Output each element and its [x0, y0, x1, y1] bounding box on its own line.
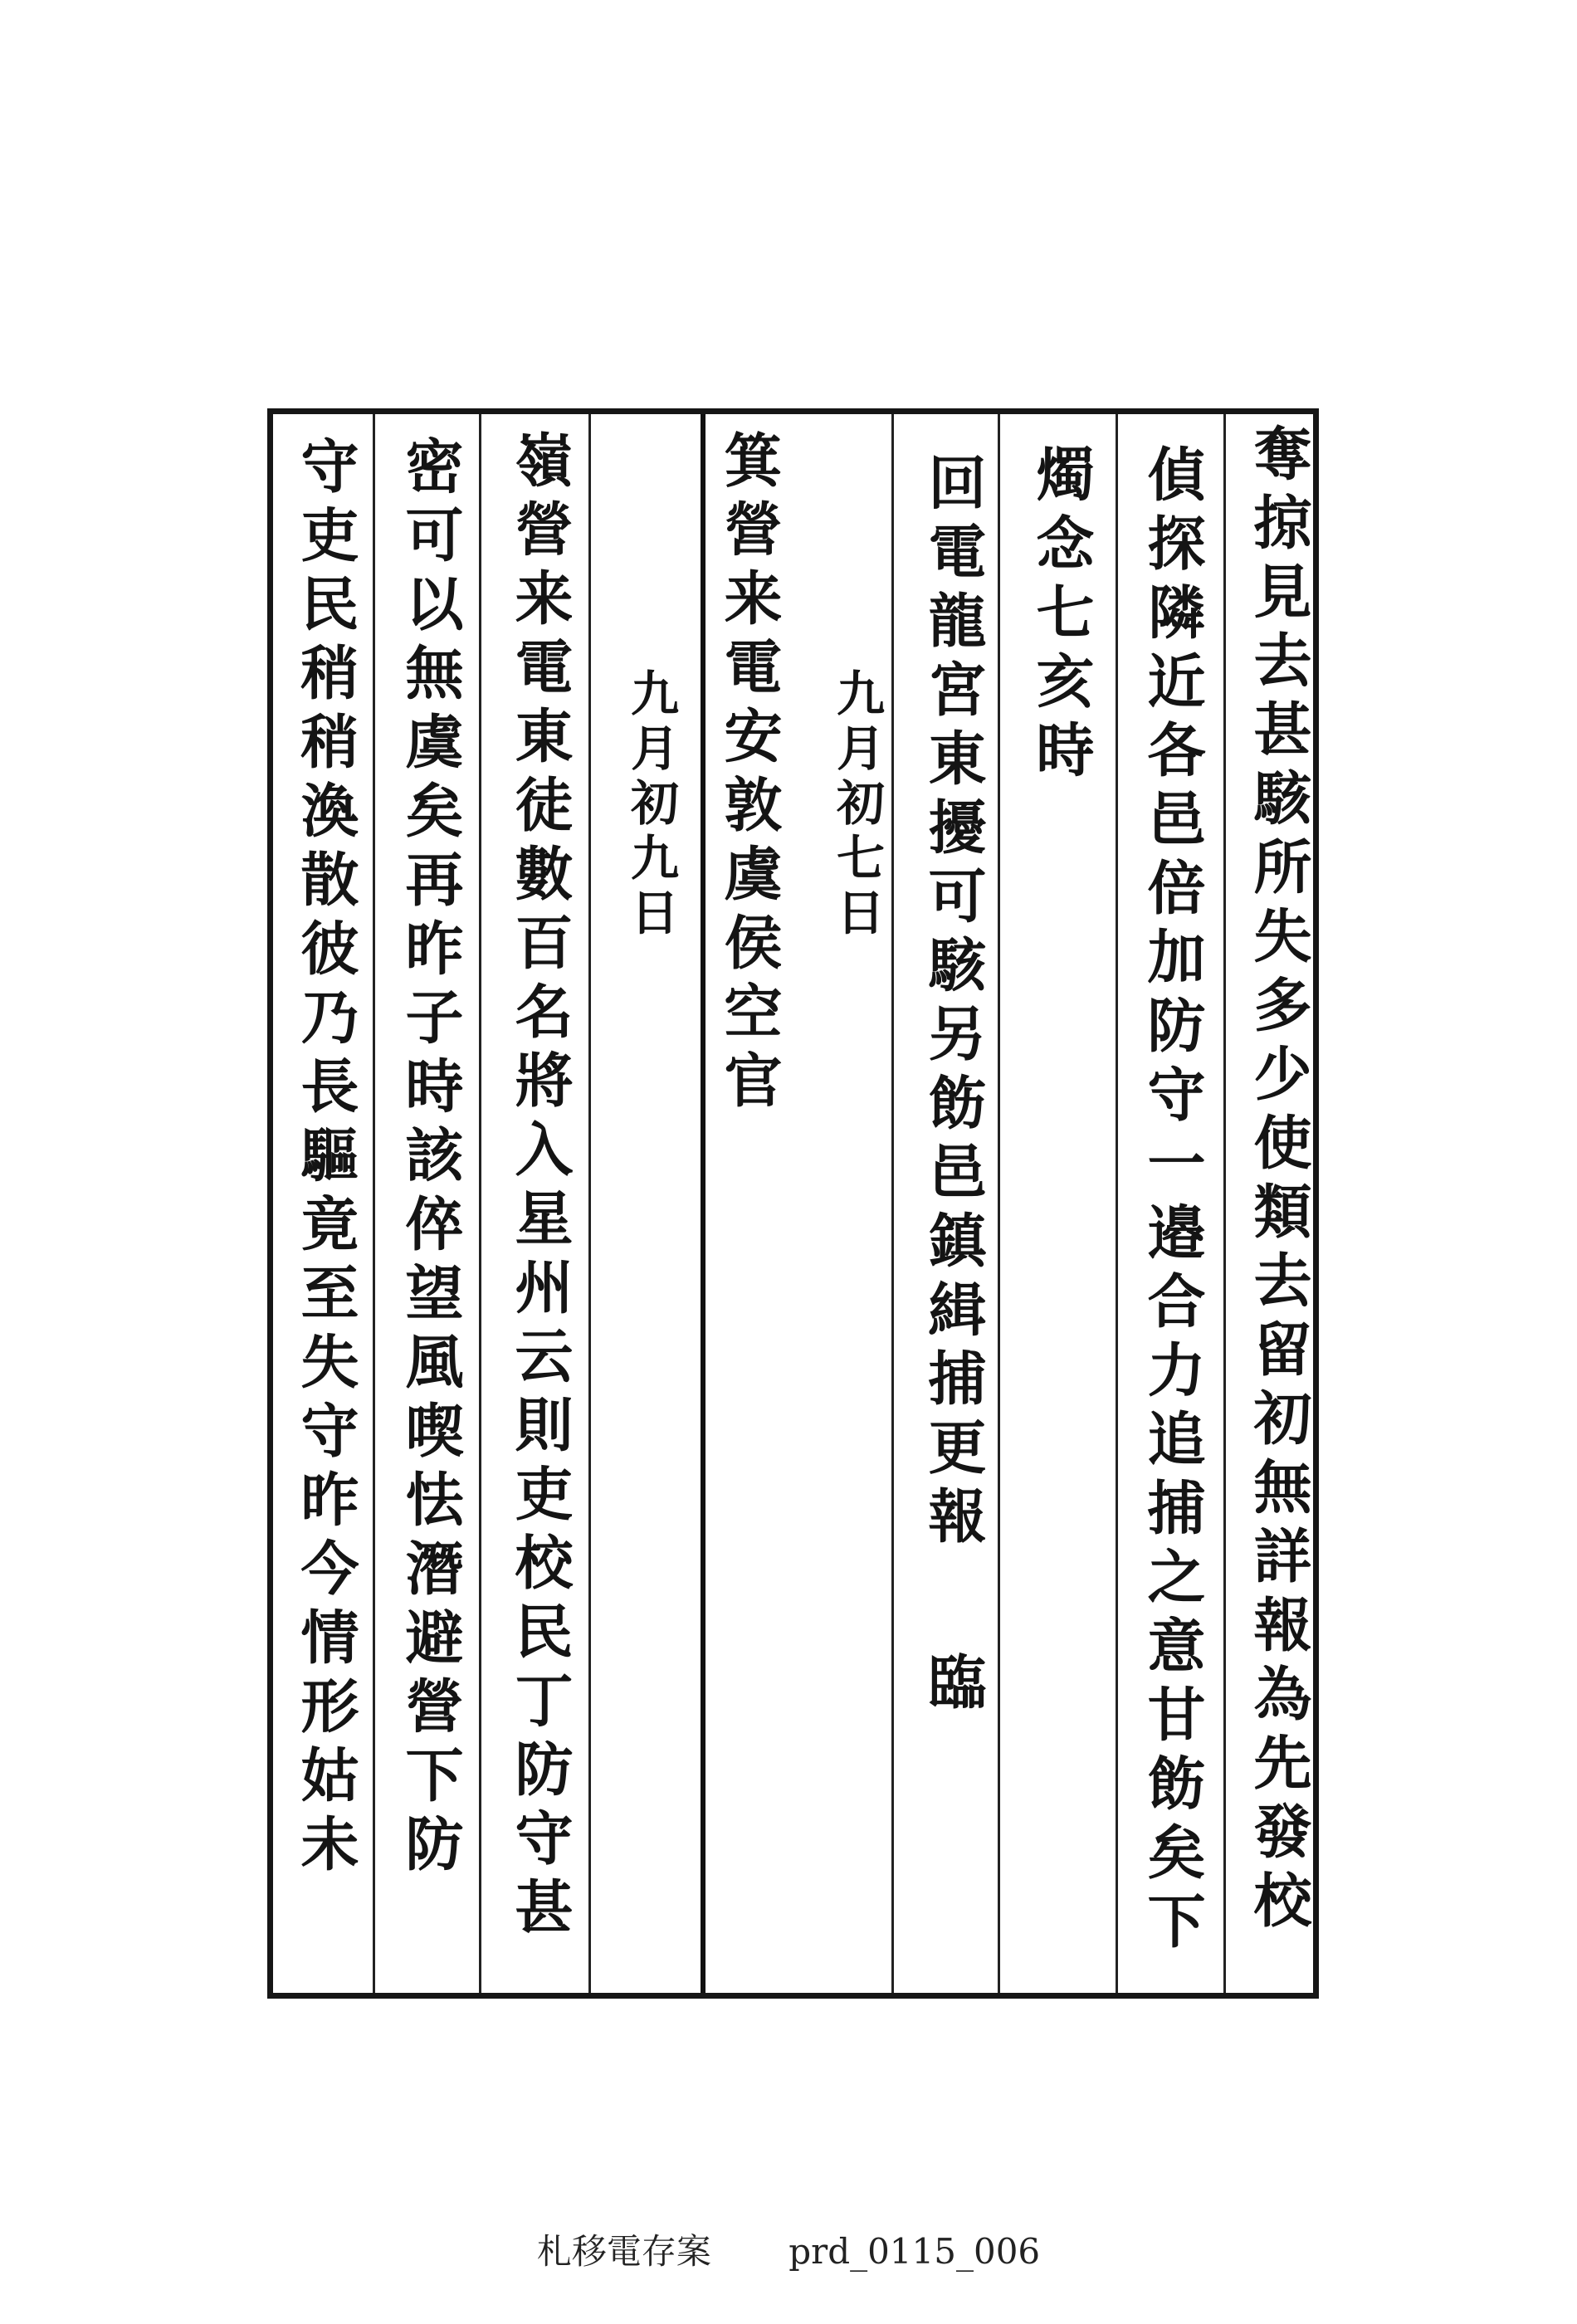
text-column-1: 奪掠見去甚駭所失多少使類去留初無詳報為先發校	[1244, 423, 1313, 1939]
text-column-2: 偵探隣近各邑倍加防守一邉合力追捕之意甘飭矣下	[1138, 444, 1207, 1960]
text-column-8: 守吏民稍稍渙散彼乃長驅竟至失守昨今情形姑未	[291, 436, 360, 1882]
date-column-1: 九月初七日	[828, 668, 885, 942]
column-rule	[1116, 414, 1118, 1993]
page-footer	[0, 2224, 1577, 2274]
column-rule	[479, 414, 481, 1993]
text-column-5: 箕營来電安敦虞侯空官	[715, 430, 784, 1119]
text-column-7: 密可以無虞矣再昨子時該倅望風喫怯潛避營下防	[396, 436, 465, 1882]
text-column-4: 回電龍宮東擾可駭另飭邑鎮緝捕更報	[919, 452, 988, 1555]
column-rule	[373, 414, 375, 1993]
text-column-3: 燭念七亥時	[1027, 444, 1096, 788]
column-rule	[1223, 414, 1226, 1993]
text-column-6: 嶺營来電東徒數百名將入星州云則吏校民丁防守甚	[505, 430, 574, 1946]
page-id: prd_0115_006	[788, 2231, 1041, 2272]
date-column-2: 九月初九日	[622, 668, 679, 942]
text-column-4-end: 臨	[919, 1652, 988, 1721]
column-rule	[998, 414, 1000, 1993]
column-rule	[701, 414, 706, 1993]
column-rule	[588, 414, 591, 1993]
document-title: 札移電存案	[536, 2231, 711, 2272]
column-rule	[891, 414, 894, 1993]
